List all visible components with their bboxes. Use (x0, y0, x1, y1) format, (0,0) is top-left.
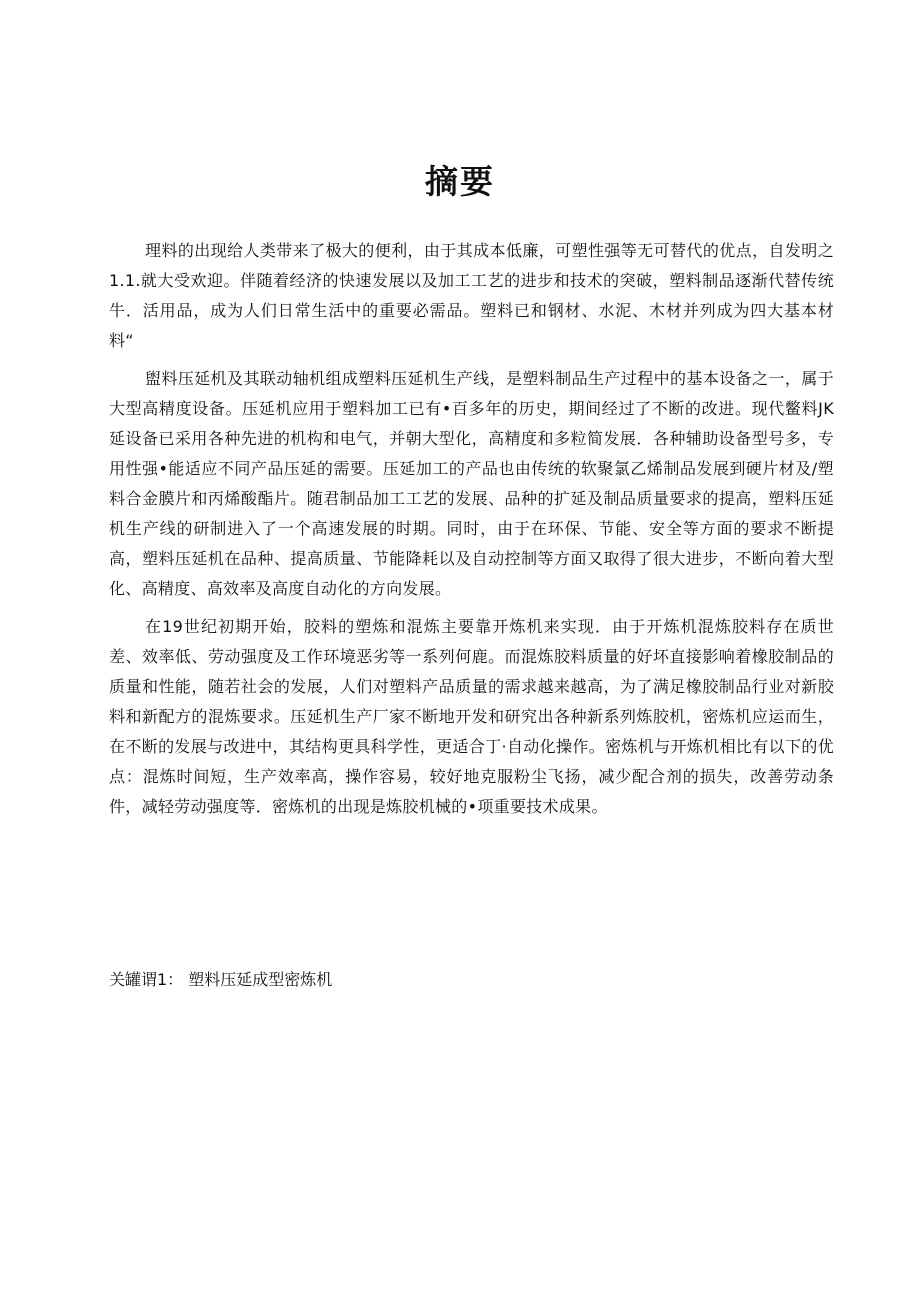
abstract-paragraph-3: 在19世纪初期开始，胶料的塑炼和混炼主要靠开炼机来实现．由于开炼机混炼胶料存在质世差、效率低、劳动强度及工作环境恶劣等一系列何鹿。而混炼胶料质量的好坏直接影响着橡胶制品的质量和性能，随若社会的发展，人们对塑料产品质量的需求越来越高，为了满足橡胶制品行业对新胶料和新配方的混炼要求。压延机生产厂家不断地开发和研究出各种新系列炼胶机，密炼机应运而生，在不断的发展与改进中，其结构更具科学性，更适合丁·自动化操作。密炼机与开炼机相比有以下的优点：混炼时间短，生产效率高，操作容易，较好地克服粉尘飞扬，减少配合剂的损失，改善劳动条件，减轻劳动强度等．密炼机的出现是炼胶机械的•项重要技术成果。 (109, 617, 834, 816)
keywords-line: 关罐谓1： 塑料压延成型密炼机 (109, 970, 333, 989)
abstract-body (109, 236, 834, 830)
page-title: 摘要 (425, 162, 495, 201)
abstract-paragraph-2: 盥料压延机及其联动轴机组成塑料压延机生产线，是塑料制品生产过程中的基本设备之一，属于大型高精度设备。压延机应用于塑料加工已有•百多年的历史，期间经过了不断的改进。现代鳖料JK延设备已采用各种先进的机构和电气，并朝大型化，高精度和多粒简发展．各种辅助设备型号多，专用性强•能适应不同产品压延的需要。压延加工的产品也由传统的软聚氯乙烯制品发展到硬片材及/塑料合金膜片和丙烯酸酯片。随君制品加工工艺的发展、品种的扩延及制品质量要求的提高，塑料压延机生产线的研制进入了一个高速发展的时期。同时，由于在环保、节能、安全等方面的要求不断提高，塑料压延机在品种、提高质量、节能降耗以及自动控制等方面又取得了很大进步，不断向着大型化、高精度、高效率及高度自动化的方向发展。 (109, 369, 834, 598)
abstract-paragraph-1: 理料的出现给人类带来了极大的便利，由于其成本低廉，可塑性强等无可替代的优点，自发明之1.1.就大受欢迎。伴随着经济的快速发展以及加工工艺的进步和技术的突破，塑料制品逐渐代替传统牛．活用品，成为人们日常生活中的重要必需品。塑料已和钢材、水泥、木材并列成为四大基本材料“ (109, 241, 834, 350)
